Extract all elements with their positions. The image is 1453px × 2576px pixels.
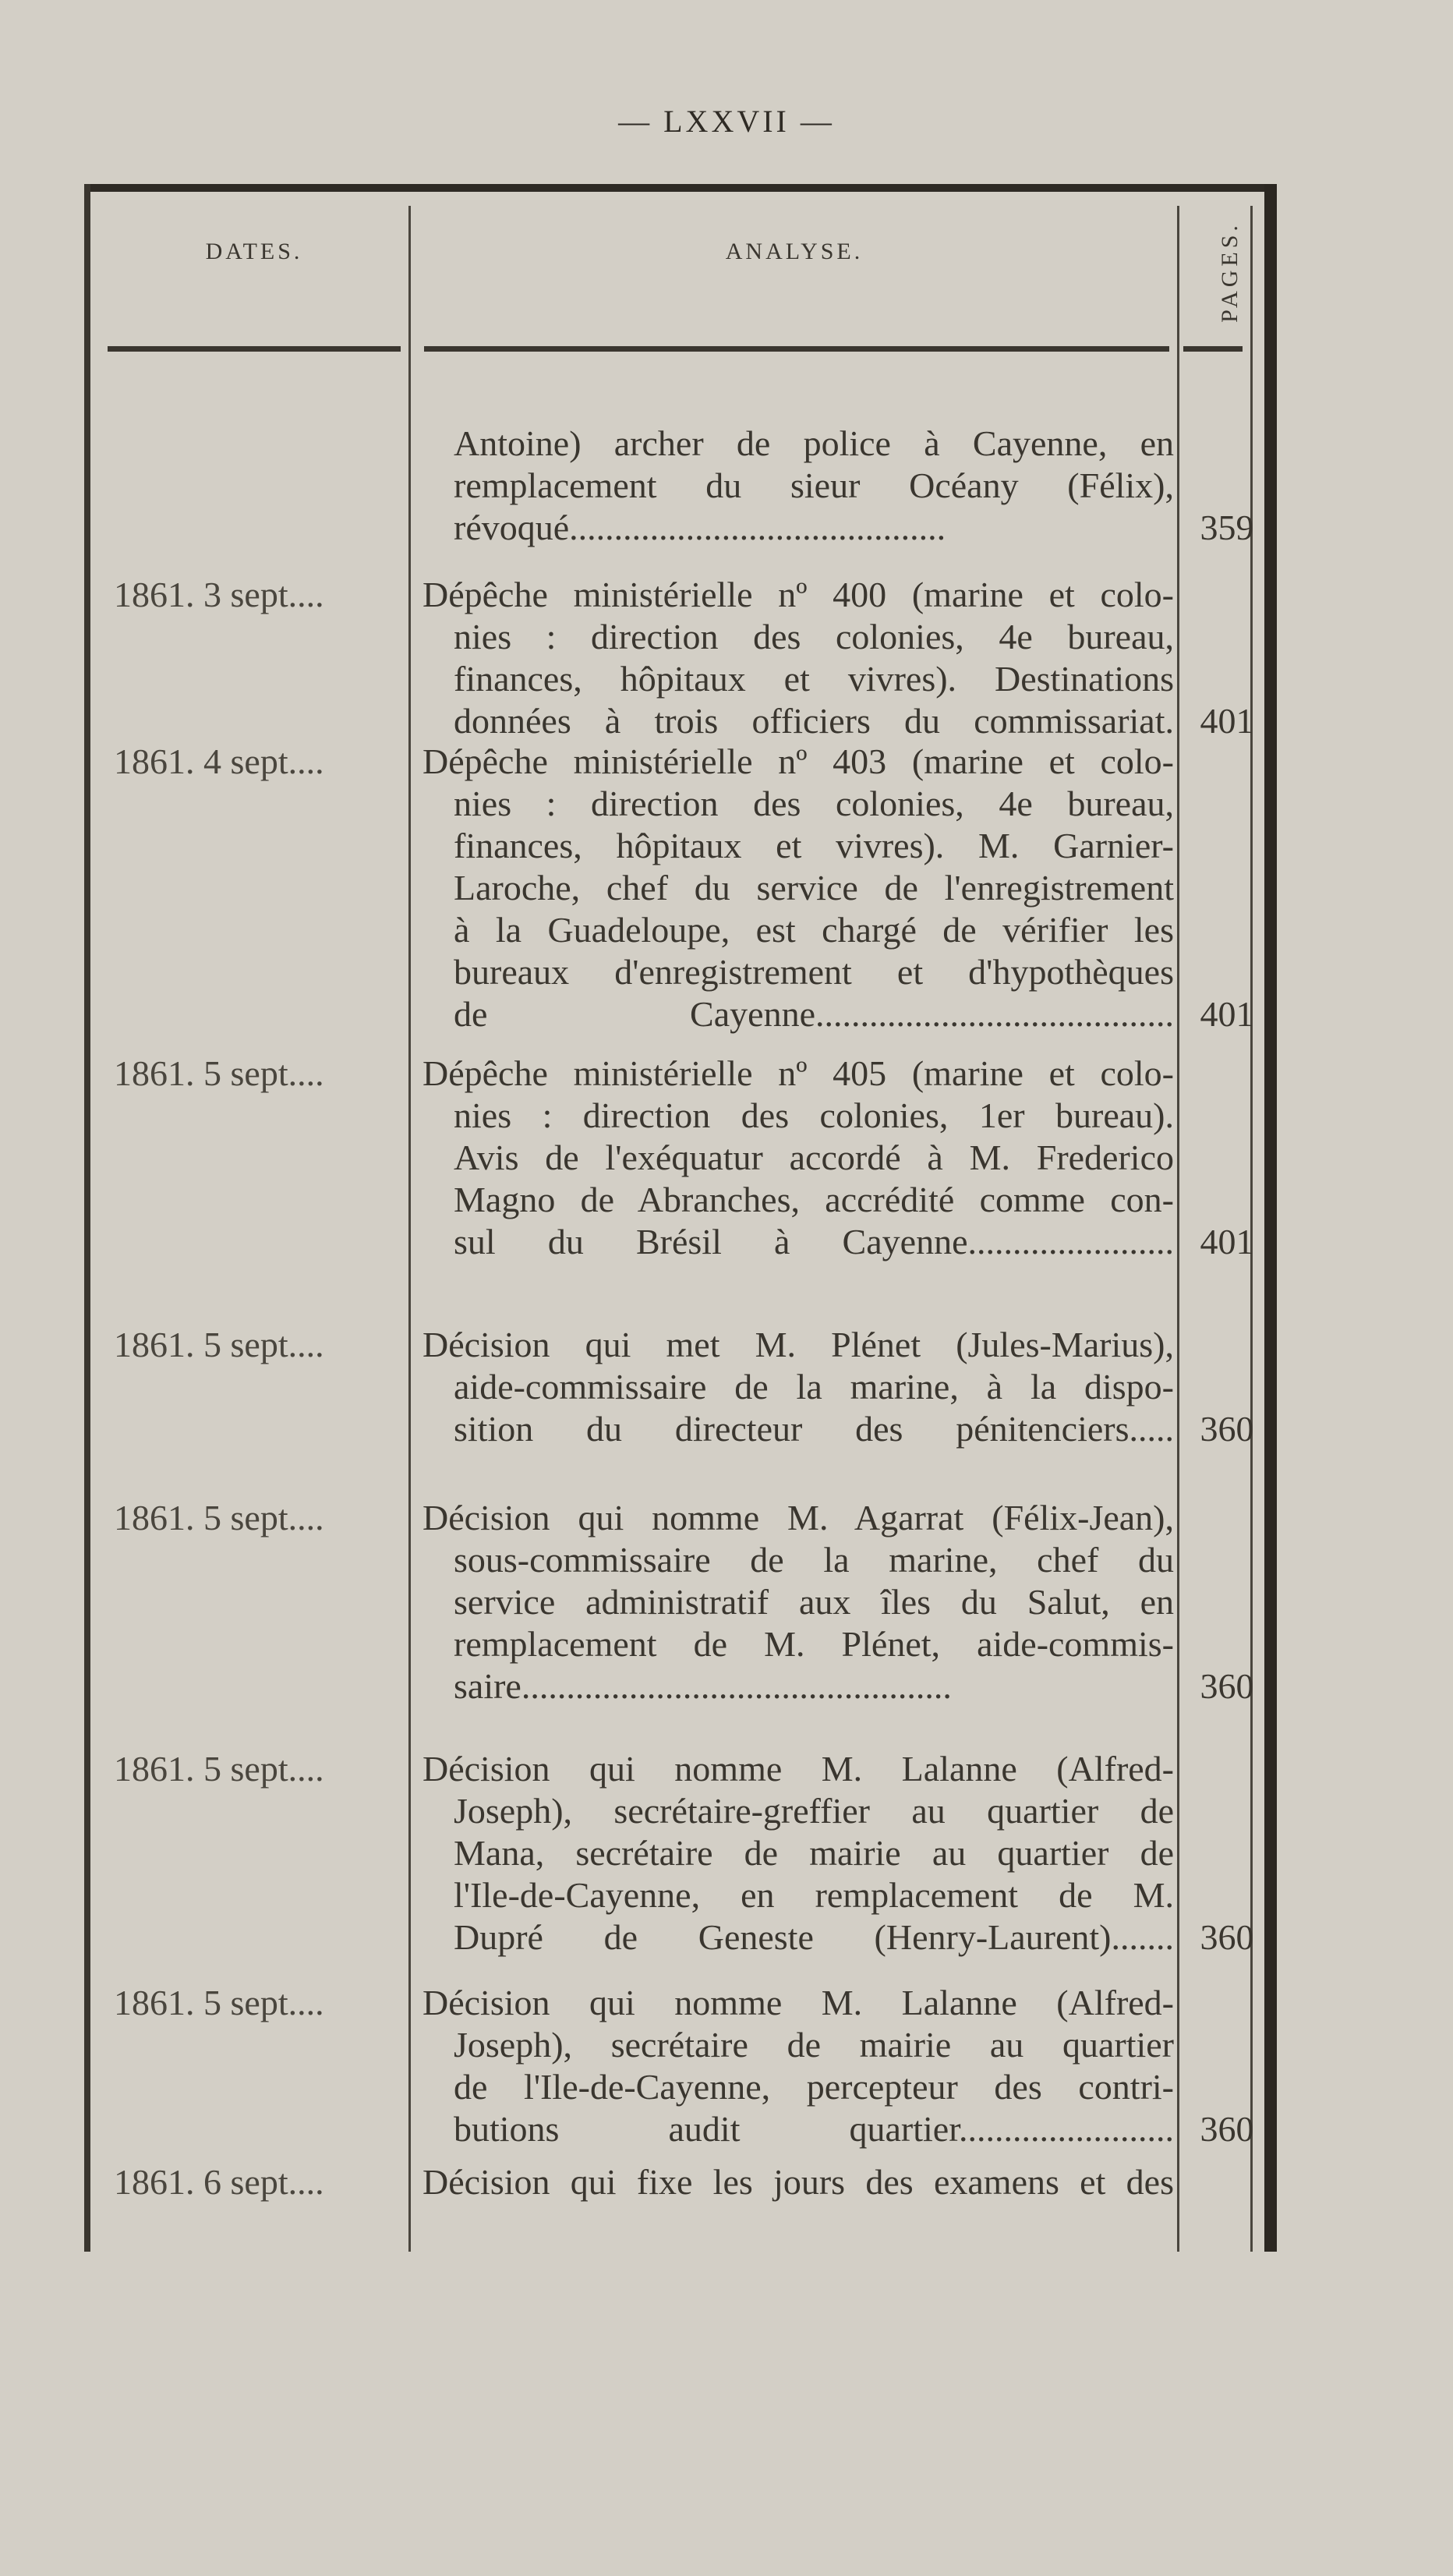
analysis-line: de Cayenne........................................ xyxy=(454,994,1174,1034)
column-header-pages: PAGES. xyxy=(1217,221,1243,323)
entry-date: 1861. 5 sept.... xyxy=(114,1749,324,1789)
analysis-line: Décision qui fixe les jours des examens et des xyxy=(422,2162,1174,2202)
entry-date: 1861. 4 sept.... xyxy=(114,741,324,781)
entry-page-number: 359 xyxy=(1200,508,1254,547)
analysis-line: Dépêche ministérielle nº 403 (marine et colo- xyxy=(422,741,1174,781)
entry-page-number: 401 xyxy=(1200,994,1254,1034)
analysis-line: Dépêche ministérielle nº 400 (marine et colo- xyxy=(422,575,1174,614)
analysis-line: Décision qui met M. Plénet (Jules-Marius), xyxy=(422,1325,1174,1364)
header-rule-analyse xyxy=(424,346,1169,352)
entry-analysis xyxy=(422,2161,1174,2203)
analysis-line: Magno de Abranches, accrédité comme con- xyxy=(454,1180,1174,1219)
entry-analysis xyxy=(422,1497,1174,1707)
analysis-line: bureaux d'enregistrement et d'hypothèques xyxy=(454,952,1174,992)
header-rule-pages xyxy=(1183,346,1243,352)
table-right-rule xyxy=(1264,184,1277,2252)
analysis-line: sition du directeur des pénitenciers..... xyxy=(454,1409,1174,1449)
entry-date: 1861. 5 sept.... xyxy=(114,1053,324,1093)
analysis-line: sous-commissaire de la marine, chef du xyxy=(454,1540,1174,1580)
analysis-line: butions audit quartier........................ xyxy=(454,2109,1174,2149)
entry-page-number: 360 xyxy=(1200,1666,1254,1706)
entry-page-number: 401 xyxy=(1200,1222,1254,1261)
column-header-dates: DATES. xyxy=(205,239,303,264)
table-left-rule xyxy=(84,184,90,2252)
entry-analysis xyxy=(422,1982,1174,2150)
column-header-analyse: ANALYSE. xyxy=(725,239,864,264)
entry-analysis xyxy=(422,423,1174,549)
analysis-line: Dupré de Geneste (Henry-Laurent)....... xyxy=(454,1917,1174,1957)
entry-page-number: 401 xyxy=(1200,701,1254,741)
analysis-line: l'Ile-de-Cayenne, en remplacement de M. xyxy=(454,1875,1174,1915)
entry-analysis xyxy=(422,1053,1174,1263)
analysis-line: Décision qui nomme M. Lalanne (Alfred- xyxy=(422,1749,1174,1789)
analysis-line: finances, hôpitaux et vivres). M. Garnier- xyxy=(454,826,1174,865)
entry-analysis xyxy=(422,1324,1174,1450)
analysis-line: Avis de l'exéquatur accordé à M. Frederico xyxy=(454,1138,1174,1177)
analysis-line: Laroche, chef du service de l'enregistrement xyxy=(454,868,1174,908)
analysis-line: données à trois officiers du commissariat. xyxy=(454,701,1174,741)
analysis-line: de l'Ile-de-Cayenne, percepteur des contri- xyxy=(454,2067,1174,2107)
entry-date: 1861. 5 sept.... xyxy=(114,1983,324,2022)
entry-analysis xyxy=(422,741,1174,1035)
entry-page-number: 360 xyxy=(1200,1409,1254,1449)
analysis-line: aide-commissaire de la marine, à la dispo- xyxy=(454,1367,1174,1407)
analysis-line: nies : direction des colonies, 4e bureau, xyxy=(454,784,1174,823)
header-rule-dates xyxy=(108,346,401,352)
analysis-line: à la Guadeloupe, est chargé de vérifier les xyxy=(454,910,1174,950)
analysis-line: finances, hôpitaux et vivres). Destinations xyxy=(454,659,1174,699)
column-divider-dates xyxy=(408,206,411,2252)
entry-page-number: 360 xyxy=(1200,2109,1254,2149)
analysis-line: Dépêche ministérielle nº 405 (marine et colo- xyxy=(422,1053,1174,1093)
index-table xyxy=(84,184,1277,2252)
analysis-line: Joseph), secrétaire-greffier au quartier de xyxy=(454,1791,1174,1831)
entry-analysis xyxy=(422,574,1174,742)
analysis-line: Joseph), secrétaire de mairie au quartier xyxy=(454,2025,1174,2065)
page-header: — LXXVII — xyxy=(618,104,835,139)
entry-date: 1861. 5 sept.... xyxy=(114,1325,324,1364)
table-top-rule xyxy=(84,184,1277,192)
analysis-line: nies : direction des colonies, 4e bureau, xyxy=(454,617,1174,656)
analysis-line: remplacement de M. Plénet, aide-commis- xyxy=(454,1624,1174,1664)
analysis-line: saire................................................ xyxy=(454,1666,952,1706)
entry-page-number: 360 xyxy=(1200,1917,1254,1957)
analysis-line: Décision qui nomme M. Lalanne (Alfred- xyxy=(422,1983,1174,2022)
analysis-line: sul du Brésil à Cayenne....................... xyxy=(454,1222,1174,1261)
analysis-line: remplacement du sieur Océany (Félix), xyxy=(454,465,1174,505)
analysis-line: nies : direction des colonies, 1er bureau). xyxy=(454,1095,1174,1135)
analysis-line: Décision qui nomme M. Agarrat (Félix-Jean), xyxy=(422,1498,1174,1537)
entry-date: 1861. 3 sept.... xyxy=(114,575,324,614)
analysis-line: service administratif aux îles du Salut, en xyxy=(454,1582,1174,1622)
analysis-line: révoqué.......................................... xyxy=(454,508,946,547)
entry-date: 1861. 5 sept.... xyxy=(114,1498,324,1537)
column-divider-analyse xyxy=(1177,206,1179,2252)
analysis-line: Antoine) archer de police à Cayenne, en xyxy=(454,423,1174,463)
analysis-line: Mana, secrétaire de mairie au quartier de xyxy=(454,1833,1174,1873)
entry-date: 1861. 6 sept.... xyxy=(114,2162,324,2202)
entry-analysis xyxy=(422,1748,1174,1959)
